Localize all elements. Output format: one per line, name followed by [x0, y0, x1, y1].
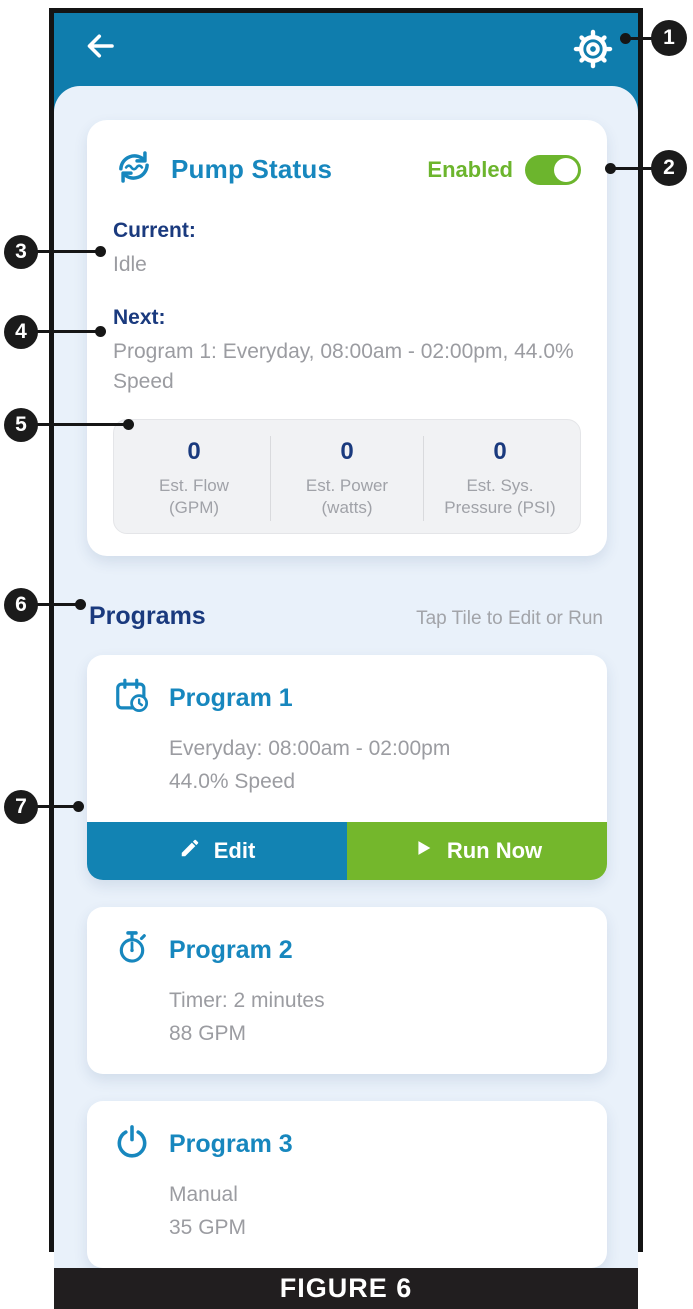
program-card-3[interactable] [87, 1101, 607, 1268]
program-name: Program 2 [169, 936, 293, 964]
callout-line-4 [36, 330, 102, 333]
pump-enabled-toggle[interactable] [525, 155, 581, 185]
phone-frame [49, 8, 643, 1303]
callout-line-5 [36, 423, 130, 426]
program-body [87, 1101, 607, 1268]
gear-icon [572, 58, 614, 73]
calendar-clock-icon [113, 677, 151, 720]
program-details [169, 1178, 581, 1244]
stat-label: Est. Flow (GPM) [159, 476, 229, 517]
pump-status-header [113, 146, 581, 193]
figure-caption: FIGURE 6 [54, 1268, 638, 1309]
callout-7: 7 [4, 790, 38, 824]
enabled-label: Enabled [427, 156, 513, 182]
program-name: Program 1 [169, 684, 293, 712]
programs-header [89, 602, 603, 631]
power-icon [113, 1123, 151, 1166]
back-button[interactable] [80, 26, 120, 66]
stat-value: 0 [493, 438, 507, 465]
program-flow: 35 GPM [169, 1216, 247, 1239]
program-body [87, 907, 607, 1074]
program-details [169, 984, 581, 1050]
callout-1: 1 [651, 20, 687, 56]
stat-label: Est. Power (watts) [305, 476, 389, 517]
program-headrow [113, 677, 581, 720]
run-now-button-label: Run Now [446, 838, 543, 863]
program-speed: 44.0% Speed [169, 770, 296, 793]
toggle-knob [554, 158, 578, 182]
stat-est-power [270, 436, 423, 521]
next-label: Next: [113, 306, 166, 329]
edit-button-label: Edit [213, 838, 256, 863]
estimates-panel [113, 419, 581, 534]
stat-est-flow [118, 436, 270, 521]
callout-line-1 [625, 37, 654, 40]
callout-line-2 [610, 167, 654, 170]
programs-title: Programs [89, 602, 206, 630]
callout-3: 3 [4, 235, 38, 269]
sync-circulate-icon [113, 146, 155, 193]
next-value: Program 1: Everyday, 08:00am - 02:00pm, 44.0% Speed [113, 340, 574, 393]
stat-label: Est. Sys. Pressure (PSI) [444, 476, 556, 517]
program-schedule: Everyday: 08:00am - 02:00pm [169, 737, 451, 760]
current-label: Current: [113, 219, 196, 242]
program-schedule: Manual [169, 1183, 238, 1206]
callout-line-3 [36, 250, 102, 253]
programs-hint: Tap Tile to Edit or Run [416, 608, 603, 629]
play-icon [412, 837, 434, 865]
pump-status-card [87, 120, 607, 556]
program-headrow [113, 1123, 581, 1166]
stat-value: 0 [187, 438, 201, 465]
program-name: Program 3 [169, 1130, 293, 1158]
callout-2: 2 [651, 150, 687, 186]
pump-status-title: Pump Status [171, 154, 333, 184]
callout-line-7 [36, 805, 80, 808]
app-screen [54, 86, 638, 1268]
program-card-1[interactable] [87, 655, 607, 880]
program-headrow [113, 929, 581, 972]
stopwatch-icon [113, 929, 151, 972]
program-schedule: Timer: 2 minutes [169, 989, 325, 1012]
callout-line-6 [36, 603, 82, 606]
back-arrow-icon [82, 52, 118, 67]
run-now-button[interactable] [347, 822, 607, 880]
settings-button[interactable] [570, 26, 616, 72]
program-actions [87, 822, 607, 880]
program-flow: 88 GPM [169, 1022, 247, 1045]
current-value: Idle [113, 253, 147, 276]
edit-button[interactable] [87, 822, 347, 880]
stat-est-pressure [423, 436, 576, 521]
callout-4: 4 [4, 315, 38, 349]
program-details [169, 732, 581, 798]
pencil-icon [179, 837, 201, 865]
callout-5: 5 [4, 408, 38, 442]
callout-6: 6 [4, 588, 38, 622]
program-body [87, 655, 607, 822]
program-card-2[interactable] [87, 907, 607, 1074]
stat-value: 0 [340, 438, 354, 465]
